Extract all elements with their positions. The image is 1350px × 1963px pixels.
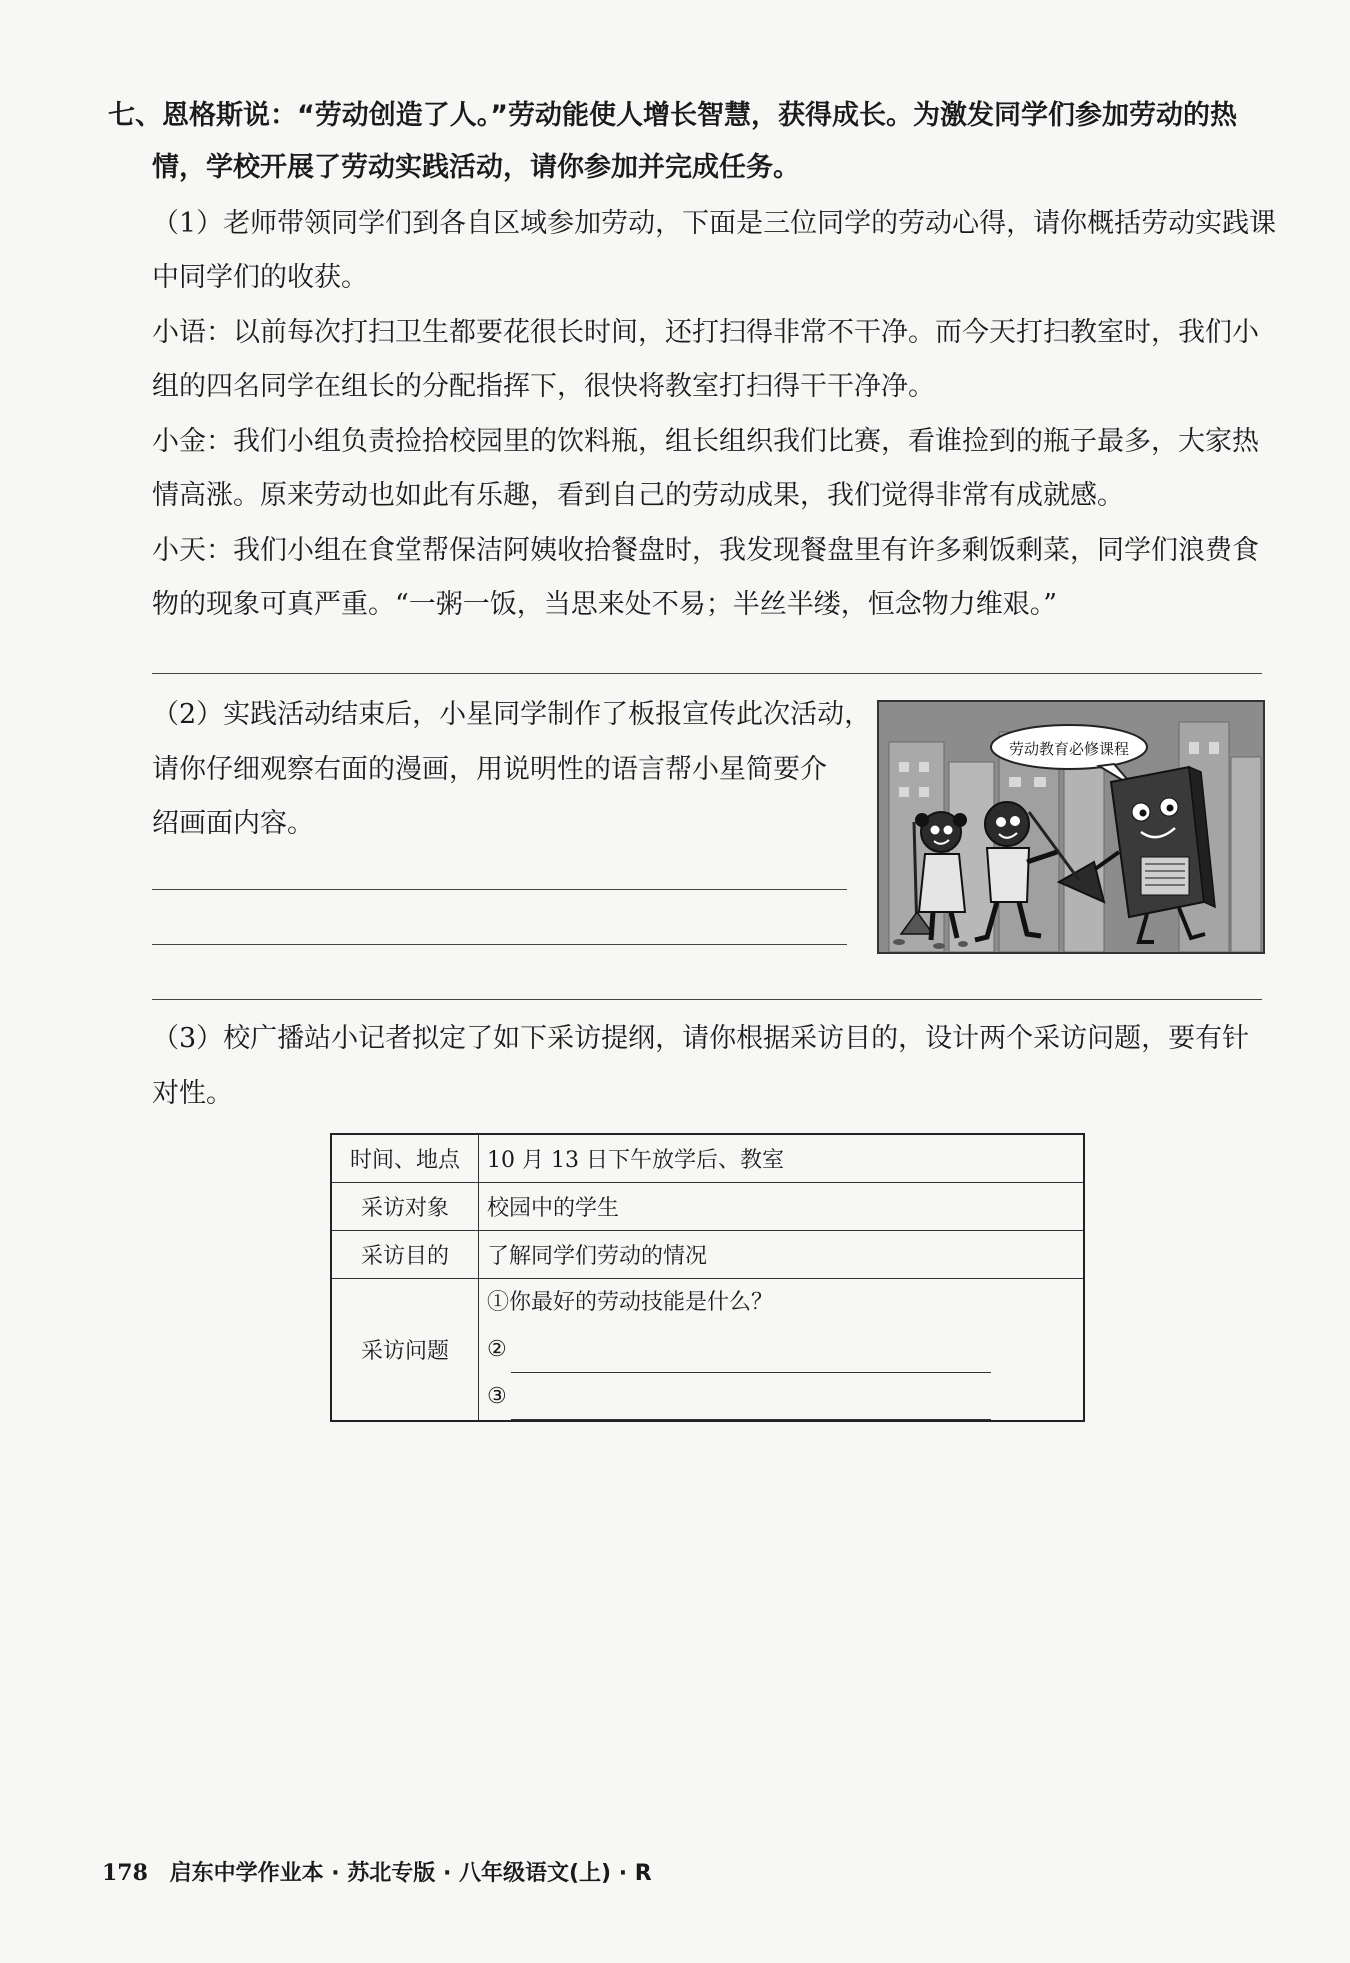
interviewee-value: 校园中的学生 xyxy=(479,1183,1085,1231)
xiaotian-text-line-2: 物的现象可真严重。“一粥一饭，当思来处不易；半丝半缕，恒念物力维艰。” xyxy=(152,589,1058,620)
part2-prompt-line-1: （2）实践活动结束后，小星同学制作了板报宣传此次活动， xyxy=(152,699,872,730)
part1-prompt-line-1: （1）老师带领同学们到各自区域参加劳动，下面是三位同学的劳动心得，请你概括劳动实践课 xyxy=(152,208,1277,239)
part2-answer-line-2[interactable] xyxy=(152,944,847,945)
table-row xyxy=(331,1134,1084,1183)
table-row xyxy=(331,1183,1084,1231)
xiaoyu-text-line-1: 小语：以前每次打扫卫生都要花很长时间，还打扫得非常不干净。而今天打扫教室时，我们小 xyxy=(152,317,1259,348)
purpose-value: 了解同学们劳动的情况 xyxy=(479,1231,1085,1279)
question-2-blank[interactable] xyxy=(511,1342,991,1373)
question-title-line-2: 情，学校开展了劳动实践活动，请你参加并完成任务。 xyxy=(152,152,800,183)
xiaojin-text-line-1: 小金：我们小组负责捡拾校园里的饮料瓶，组长组织我们比赛，看谁捡到的瓶子最多，大家热 xyxy=(152,426,1259,457)
part2-answer-line-1[interactable] xyxy=(152,889,847,890)
interview-outline-table xyxy=(330,1133,1085,1422)
part1-prompt-line-2: 中同学们的收获。 xyxy=(152,262,368,293)
question-3-blank[interactable] xyxy=(511,1389,991,1420)
book-title: 启东中学作业本 · 苏北专版 · 八年级语文(上) · R xyxy=(169,1861,652,1886)
comic-illustration xyxy=(879,702,1263,952)
page-footer xyxy=(102,1856,652,1887)
questions-label: 采访问题 xyxy=(331,1279,479,1422)
table-row xyxy=(331,1231,1084,1279)
xiaojin-text-line-2: 情高涨。原来劳动也如此有乐趣，看到自己的劳动成果，我们觉得非常有成就感。 xyxy=(152,480,1124,511)
part2-prompt-line-2: 请你仔细观察右面的漫画，用说明性的语言帮小星简要介 xyxy=(152,754,827,785)
part2-prompt-line-3: 绍画面内容。 xyxy=(152,808,314,839)
purpose-label: 采访目的 xyxy=(331,1231,479,1279)
question-2-row xyxy=(487,1326,1075,1373)
time-place-label: 时间、地点 xyxy=(331,1134,479,1183)
questions-cell xyxy=(479,1279,1085,1422)
part3-prompt-line-2: 对性。 xyxy=(152,1078,233,1109)
comic-bubble-text: 劳动教育必修课程 xyxy=(1008,740,1130,758)
part1-answer-line[interactable] xyxy=(152,673,1262,674)
part2-answer-line-3[interactable] xyxy=(152,999,1262,1000)
table-row xyxy=(331,1279,1084,1422)
xiaoyu-text-line-2: 组的四名同学在组长的分配指挥下，很快将教室打扫得干干净净。 xyxy=(152,371,935,402)
time-place-value: 10 月 13 日下午放学后、教室 xyxy=(479,1134,1085,1183)
question-2-marker: ② xyxy=(487,1337,507,1362)
question-1: ①你最好的劳动技能是什么？ xyxy=(487,1290,774,1315)
xiaotian-text-line-1: 小天：我们小组在食堂帮保洁阿姨收拾餐盘时，我发现餐盘里有许多剩饭剩菜，同学们浪费食 xyxy=(152,535,1259,566)
labor-education-comic xyxy=(877,700,1265,954)
question-3-row xyxy=(487,1373,1075,1420)
interviewee-label: 采访对象 xyxy=(331,1183,479,1231)
page-number: 178 xyxy=(102,1860,148,1886)
part3-prompt-line-1: （3）校广播站小记者拟定了如下采访提纲，请你根据采访目的，设计两个采访问题，要有针 xyxy=(152,1023,1250,1054)
question-3-marker: ③ xyxy=(487,1384,507,1409)
question-title-line-1: 七、恩格斯说：“劳动创造了人。”劳动能使人增长智慧，获得成长。为激发同学们参加劳动的热 xyxy=(108,100,1237,131)
